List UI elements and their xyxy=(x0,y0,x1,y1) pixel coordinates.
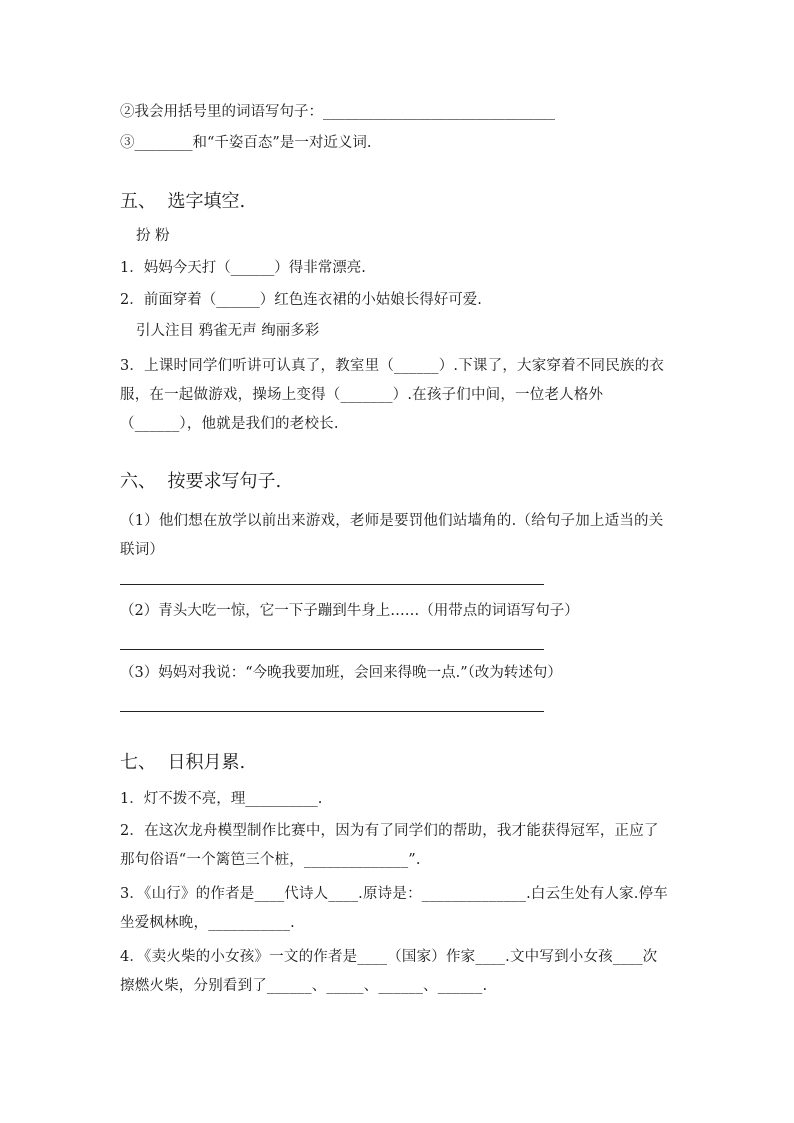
section-5-question-3: 3．上课时同学们听讲可认真了，教室里（______）.下课了，大家穿着不同民族的衣服，在一起做游戏，操场上变得（_______）.在孩子们中间，一位老人格外（______），他就是我们的老校长. xyxy=(120,358,665,432)
section-5-title: 五、 选字填空. xyxy=(120,191,246,212)
question-3-synonym: ③________和“千姿百态”是一对近义词. xyxy=(120,135,372,151)
section-6-question-3: （3）妈妈对我说：“今晚我要加班，会回来得晚一点.”（改为转述句） xyxy=(120,665,562,681)
section-6-question-1: （1）他们想在放学以前出来游戏，老师是要罚他们站墙角的.（给句子加上适当的关联词） xyxy=(120,513,664,558)
answer-line-1 xyxy=(120,584,544,585)
section-6-title: 六、 按要求写句子. xyxy=(120,471,282,492)
section-7-title: 七、 日积月累. xyxy=(120,752,246,773)
section-6-question-2: （2）青头大吃一惊，它一下子蹦到牛身上……（用带点的词语写句子） xyxy=(120,603,579,619)
section-7-question-2: 2．在这次龙舟模型制作比赛中，因为有了同学们的帮助，我才能获得冠军，正应了那句俗语“一个篱笆三个桩，______________”. xyxy=(120,823,659,868)
answer-line-3 xyxy=(120,711,544,712)
char-options: 扮 粉 xyxy=(136,228,170,244)
section-5-question-2: 2．前面穿着（______）红色连衣裙的小姑娘长得好可爱. xyxy=(120,292,482,308)
section-7-question-4: 4．《卖火柴的小女孩》一文的作者是____（国家）作家____.文中写到小女孩____次擦燃火柴，分别看到了______、_____、______、______. xyxy=(120,949,658,994)
section-7-question-1: 1．灯不拨不亮，理__________. xyxy=(120,791,323,807)
question-2-write-sentence: ②我会用括号里的词语写句子：________________________________ xyxy=(120,104,555,120)
answer-line-2 xyxy=(120,649,544,650)
section-5-question-1: 1．妈妈今天打（______）得非常漂亮. xyxy=(120,260,366,276)
section-7-question-3: 3．《山行》的作者是____代诗人____.原诗是：______________.白云生处有人家.停车坐爱枫林晚，___________. xyxy=(120,886,669,931)
idiom-options: 引人注目 鸦雀无声 绚丽多彩 xyxy=(136,323,320,339)
